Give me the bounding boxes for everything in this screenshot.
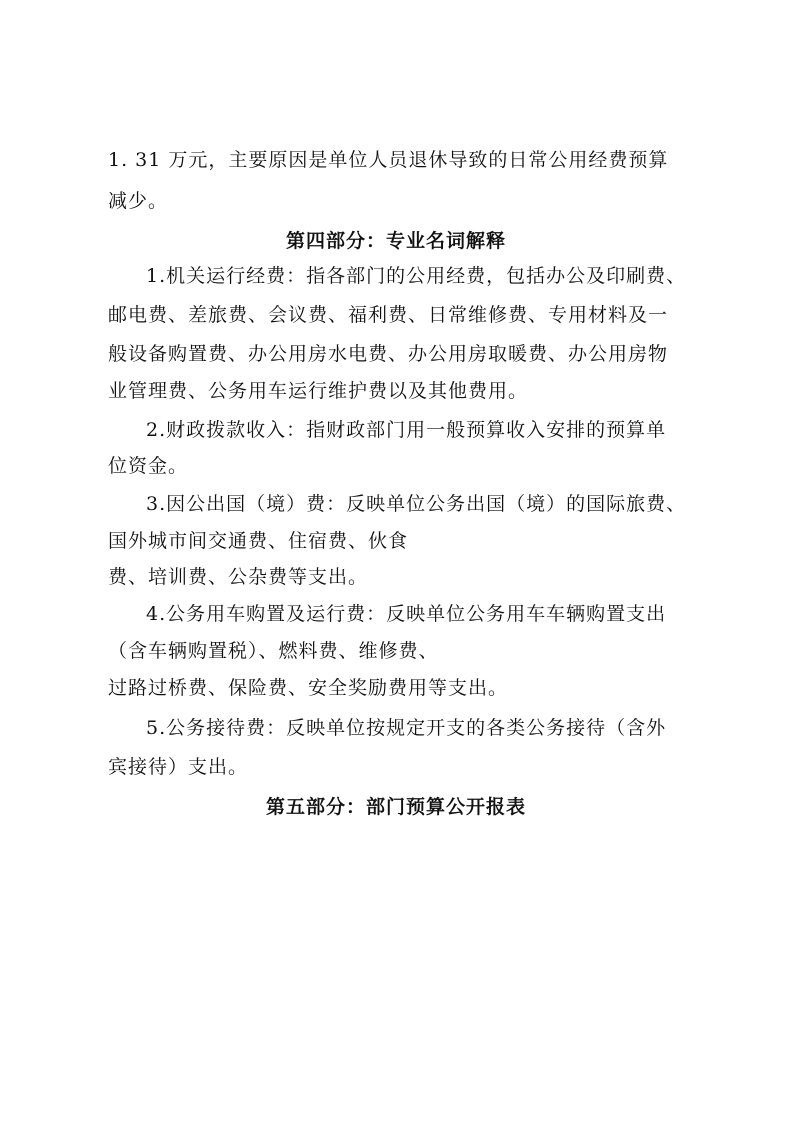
term-1-line-1: 1.机关运行经费：指各部门的公用经费，包括办公及印刷费、	[146, 265, 687, 287]
term-3-line-1: 3.因公出国（境）费：反映单位公务出国（境）的国际旅费、	[146, 493, 687, 515]
term-1-line-2: 邮电费、差旅费、会议费、福利费、日常维修费、专用材料及一	[108, 304, 669, 326]
term-1-line-4: 业管理费、公务用车运行维护费以及其他费用。	[108, 380, 529, 402]
term-1-line-3: 般设备购置费、办公用房水电费、办公用房取暖费、办公用房物	[108, 343, 669, 365]
term-4-line-2: （含车辆购置税）、燃料费、维修费、	[108, 640, 439, 662]
term-5-line-1: 5.公务接待费：反映单位按规定开支的各类公务接待（含外	[146, 717, 667, 739]
intro-line-1: 1. 31 万元，主要原因是单位人员退休导致的日常公用经费预算	[108, 149, 669, 171]
term-5-line-2: 宾接待）支出。	[108, 756, 249, 778]
term-2-line-2: 位资金。	[108, 455, 189, 477]
term-2-line-1: 2.财政拨款收入：指财政部门用一般预算收入安排的预算单	[146, 419, 667, 441]
term-4-line-3: 过路过桥费、保险费、安全奖励费用等支出。	[108, 677, 509, 699]
section-4-heading: 第四部分：专业名词解释	[285, 230, 506, 252]
term-3-line-3: 费、培训费、公杂费等支出。	[108, 566, 369, 588]
section-5-heading: 第五部分：部门预算公开报表	[265, 796, 526, 818]
term-3-line-2: 国外城市间交通费、住宿费、伙食	[108, 530, 409, 552]
intro-line-2: 减少。	[108, 190, 169, 212]
term-4-line-1: 4.公务用车购置及运行费：反映单位公务用车车辆购置支出	[146, 603, 667, 625]
